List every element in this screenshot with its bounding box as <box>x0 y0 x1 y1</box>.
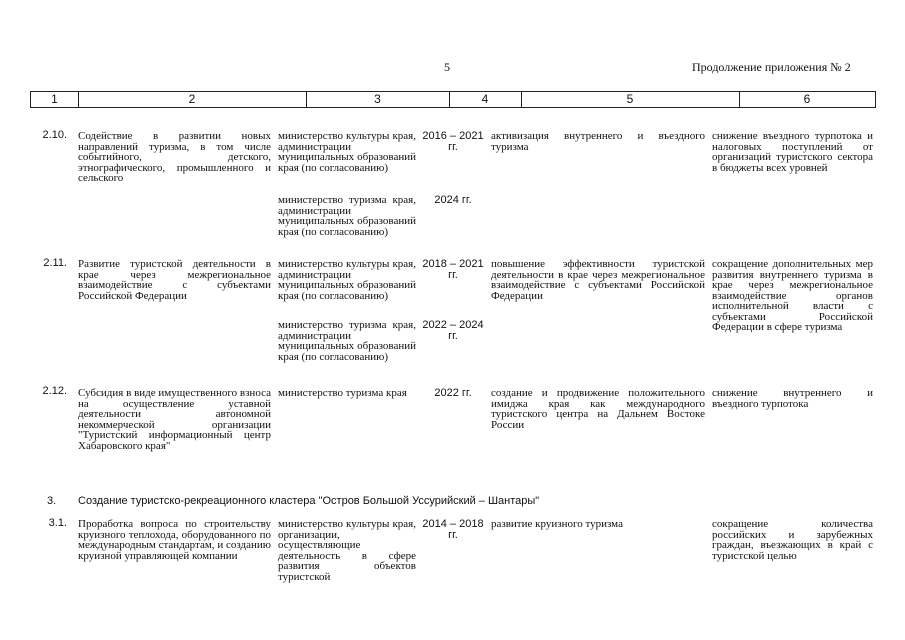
column-header-5: 5 <box>521 92 740 107</box>
row-years: 2014 – 2018 гг. <box>422 518 484 541</box>
row-result: развитие круизного туризма <box>491 518 623 530</box>
row-result: активизация внутреннего и въездного туризма <box>491 130 705 153</box>
column-header-2: 2 <box>78 92 307 107</box>
section-number: 3. <box>47 495 57 507</box>
row-years: 2018 – 2021 гг. <box>422 258 484 281</box>
row-risk: снижение внутреннего и въездного турпотока <box>712 387 873 410</box>
row-number: 2.12. <box>42 385 67 397</box>
column-header-1: 1 <box>31 92 79 107</box>
row-result: повышение эффективности туристской деятельности в крае через межрегиональное взаимодействие с субъектами Российской Федерации <box>491 258 705 302</box>
row-executor: министерство туризма края, администрации муниципальных образований края (по согласованию) <box>278 319 416 363</box>
column-header-6: 6 <box>803 92 811 106</box>
row-executor: министерство культуры края, администрации муниципальных образований края (по согласованию) <box>278 130 416 174</box>
row-number: 2.11. <box>43 257 67 269</box>
row-risk: сокращение дополнительных мер развития внутреннего туризма в крае через межрегиональное взаимодействие органов исполнительной власти с субъектами Российской Федерации в сфере туризма <box>712 258 873 333</box>
column-header-4: 4 <box>449 92 522 107</box>
column-header-row <box>30 91 876 108</box>
continuation-label: Продолжение приложения № 2 <box>692 60 851 74</box>
row-number: 2.10. <box>42 129 67 141</box>
row-description: Содействие в развитии новых направлений туризма, в том числе событийного, детского, этнографического, промышленного и сельского <box>78 130 271 184</box>
row-years: 2024 гг. <box>434 194 472 206</box>
row-risk: снижение въездного турпотока и налоговых поступлений от организаций туристского сектора в бюджеты всех уровней <box>712 130 873 174</box>
row-executor: министерство культуры края, администрации муниципальных образований края (по согласованию) <box>278 258 416 302</box>
row-number: 3.1. <box>48 517 67 529</box>
row-executor: министерство туризма края, администрации муниципальных образований края (по согласованию) <box>278 194 416 238</box>
row-description: Проработка вопроса по строительству круизного теплохода, оборудованного по международным стандартам, и созданию круизной управляющей компании <box>78 518 271 562</box>
row-description: Субсидия в виде имущественного взноса на осуществление уставной деятельности автономной некоммерческой организации "Туристский информационный центр Хабаровского края" <box>78 387 271 452</box>
section-title: Создание туристско-рекреационного кластера "Остров Большой Уссурийский – Шантары" <box>78 495 540 507</box>
page-number: 5 <box>444 60 450 74</box>
row-risk: сокращение количества российских и зарубежных граждан, въезжающих в край с туристской целью <box>712 518 873 562</box>
row-result: создание и продвижение положительного имиджа края как международного туристского центра на Дальнем Востоке России <box>491 387 705 431</box>
row-executor: министерство туризма края <box>278 387 407 399</box>
row-years: 2022 гг. <box>434 387 472 399</box>
row-years: 2022 – 2024 гг. <box>422 319 484 342</box>
row-description: Развитие туристской деятельности в крае через межрегиональное взаимодействие с субъектами Российской Федерации <box>78 258 271 302</box>
column-header-3: 3 <box>306 92 450 107</box>
row-executor: министерство культуры края, организации, осуществляющие деятельность в сфере развития объектов туристской <box>278 518 416 583</box>
row-years: 2016 – 2021 гг. <box>422 130 484 153</box>
